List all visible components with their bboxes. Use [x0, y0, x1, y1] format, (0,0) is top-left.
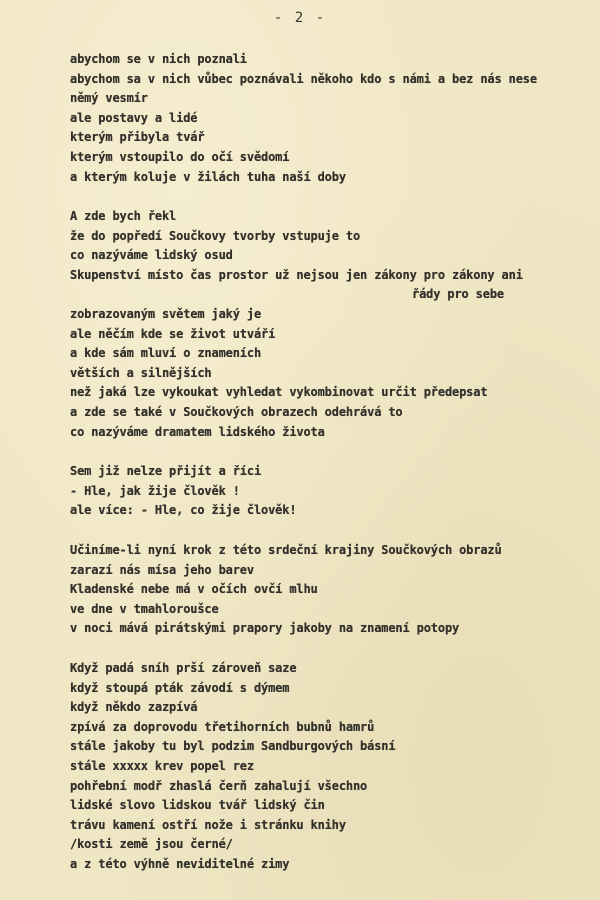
text-line: než jaká lze vykoukat vyhledat vykombinovat určit předepsat [70, 385, 488, 400]
text-line: pohřební modř zhaslá čerň zahalují všechno [70, 778, 368, 793]
text-line: zarazí nás mísa jeho barev [70, 562, 254, 577]
text-line: větších a silnějších [70, 365, 212, 380]
stanza-3 [70, 462, 595, 521]
text-line: abychom sa v nich vůbec poznávali někoho kdo s námi a bez nás nese [70, 71, 537, 86]
text-line: a kterým koluje v žilách tuha naší doby [70, 169, 346, 184]
stanza-2 [70, 207, 595, 442]
text-line: ve dne v tmahloroušce [70, 601, 219, 616]
text-line: a kde sám mluví o znameních [70, 346, 262, 361]
text-line: když někdo zazpívá [70, 700, 198, 715]
text-line: zobrazovaným světem jaký je [70, 306, 262, 321]
text-line: Skupenství místo čas prostor už nejsou jen zákony pro zákony ani [70, 267, 523, 282]
text-line: zpívá za doprovodu třetihorních bubnů hamrů [70, 719, 375, 734]
text-line: Kladenské nebe má v očích ovčí mlhu [70, 582, 318, 597]
text-line: - Hle, jak žije člověk ! [70, 483, 240, 498]
text-line: /kosti země jsou černé/ [70, 837, 233, 852]
text-line: ale postavy a lidé [70, 110, 198, 125]
stanza-1 [70, 50, 595, 187]
page-number: - 2 - [273, 10, 327, 26]
text-line: a zde se také v Součkových obrazech odehrává to [70, 404, 403, 419]
text-line: co nazýváme dramatem lidského života [70, 424, 325, 439]
text-line: že do popředí Součkovy tvorby vstupuje to [70, 228, 361, 243]
text-line: abychom se v nich poznali [70, 52, 247, 66]
text-line-indented: řády pro sebe [412, 287, 504, 302]
text-line: kterým přibyla tvář [70, 130, 205, 145]
text-line: když stoupá pták závodí s dýmem [70, 680, 290, 695]
stanza-5 [70, 659, 595, 875]
text-line: trávu kamení ostří nože i stránku knihy [70, 817, 346, 832]
text-line: Když padá sníh prší zároveň saze [70, 661, 297, 675]
text-line: lidské slovo lidskou tvář lidský čin [70, 798, 325, 813]
text-line: Sem již nelze přijít a říci [70, 464, 262, 478]
text-line: němý vesmír [70, 91, 148, 106]
text-line: stále xxxxx krev popel rez [70, 758, 254, 773]
text-line: kterým vstoupilo do očí svědomí [70, 149, 290, 164]
text-line: Učiníme-li nyní krok z této srdeční krajiny Součkových obrazů [70, 543, 502, 557]
text-line: ale něčím kde se život utváří [70, 326, 276, 341]
text-line: stále jakoby tu byl podzim Sandburgových básní [70, 739, 396, 754]
stanza-4 [70, 541, 595, 639]
text-line: A zde bych řekl [70, 209, 177, 223]
text-line: ale více: - Hle, co žije člověk! [70, 503, 297, 518]
text-line: a z této výhně neviditelné zimy [70, 856, 290, 871]
text-line: co nazýváme lidský osud [70, 248, 233, 263]
text-line: v noci mává pirátskými prapory jakoby na znamení potopy [70, 621, 460, 636]
